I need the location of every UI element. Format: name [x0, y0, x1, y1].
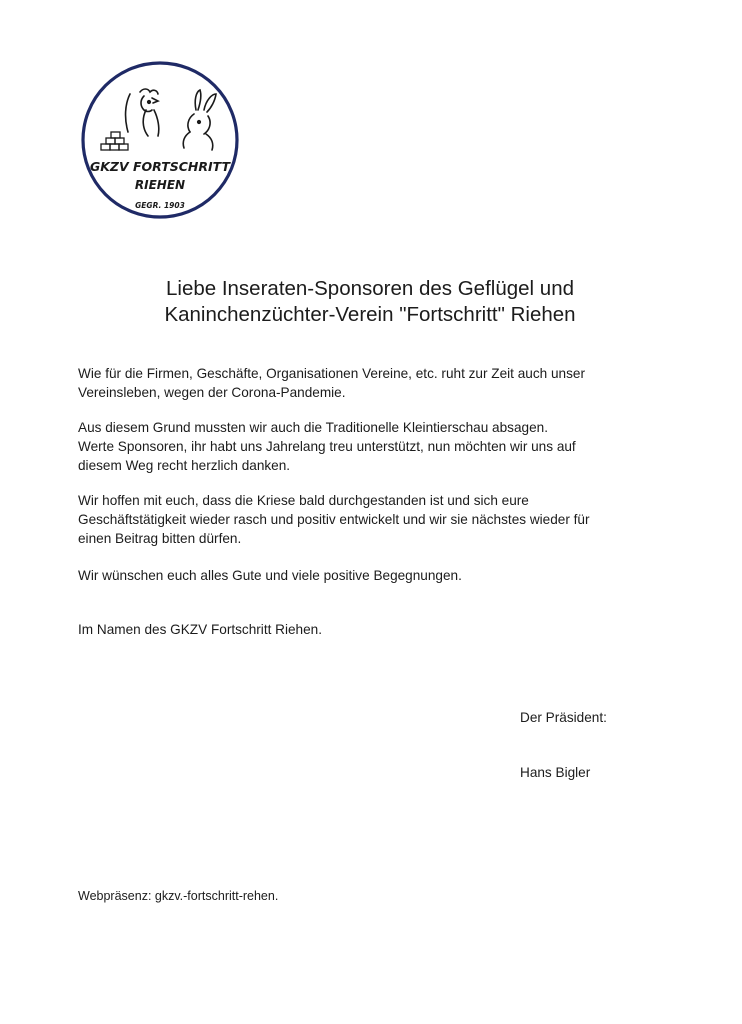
- web-presence: Webpräsenz: gkzv.-fortschritt-rehen.: [78, 889, 279, 903]
- signature-name: Hans Bigler: [520, 765, 591, 780]
- paragraph-line: Geschäftstätigkeit wieder rasch und positiv entwickelt und wir sie nächstes wieder für: [78, 512, 590, 527]
- paragraph-4: [78, 566, 462, 585]
- paragraph-line: diesem Weg recht herzlich danken.: [78, 458, 291, 473]
- paragraph-line: Aus diesem Grund mussten wir auch die Traditionelle Kleintierschau absagen.: [78, 420, 548, 435]
- paragraph-line: Wie für die Firmen, Geschäfte, Organisationen Vereine, etc. ruht zur Zeit auch unser: [78, 366, 585, 381]
- paragraph-line: Vereinsleben, wegen der Corona-Pandemie.: [78, 385, 346, 400]
- paragraph-1: [78, 364, 585, 402]
- closing-line: [78, 620, 322, 639]
- paragraph-2: [78, 418, 576, 475]
- rooster-rabbit-logo-icon: [78, 58, 242, 222]
- paragraph-3: [78, 491, 590, 548]
- logo-line-2: RIEHEN: [134, 178, 186, 192]
- signature-title: Der Präsident:: [520, 710, 607, 725]
- paragraph-line: Werte Sponsoren, ihr habt uns Jahrelang treu unterstützt, nun möchten wir uns auf: [78, 439, 576, 454]
- paragraph-line: Im Namen des GKZV Fortschritt Riehen.: [78, 622, 323, 637]
- paragraph-line: Wir hoffen mit euch, dass die Kriese bald durchgestanden ist und sich eure: [78, 493, 529, 508]
- paragraph-line: einen Beitrag bitten dürfen.: [78, 531, 242, 546]
- title-line-2: Kaninchenzüchter-Verein "Fortschritt" Riehen: [164, 303, 576, 326]
- logo-line-1: GKZV FORTSCHRITT: [89, 159, 231, 174]
- paragraph-line: Wir wünschen euch alles Gute und viele positive Begegnungen.: [78, 568, 462, 583]
- club-logo: [78, 58, 242, 222]
- logo-line-3: GEGR. 1903: [135, 201, 185, 210]
- letter-title: [90, 276, 650, 328]
- title-line-1: Liebe Inseraten-Sponsoren des Geflügel und: [165, 277, 574, 300]
